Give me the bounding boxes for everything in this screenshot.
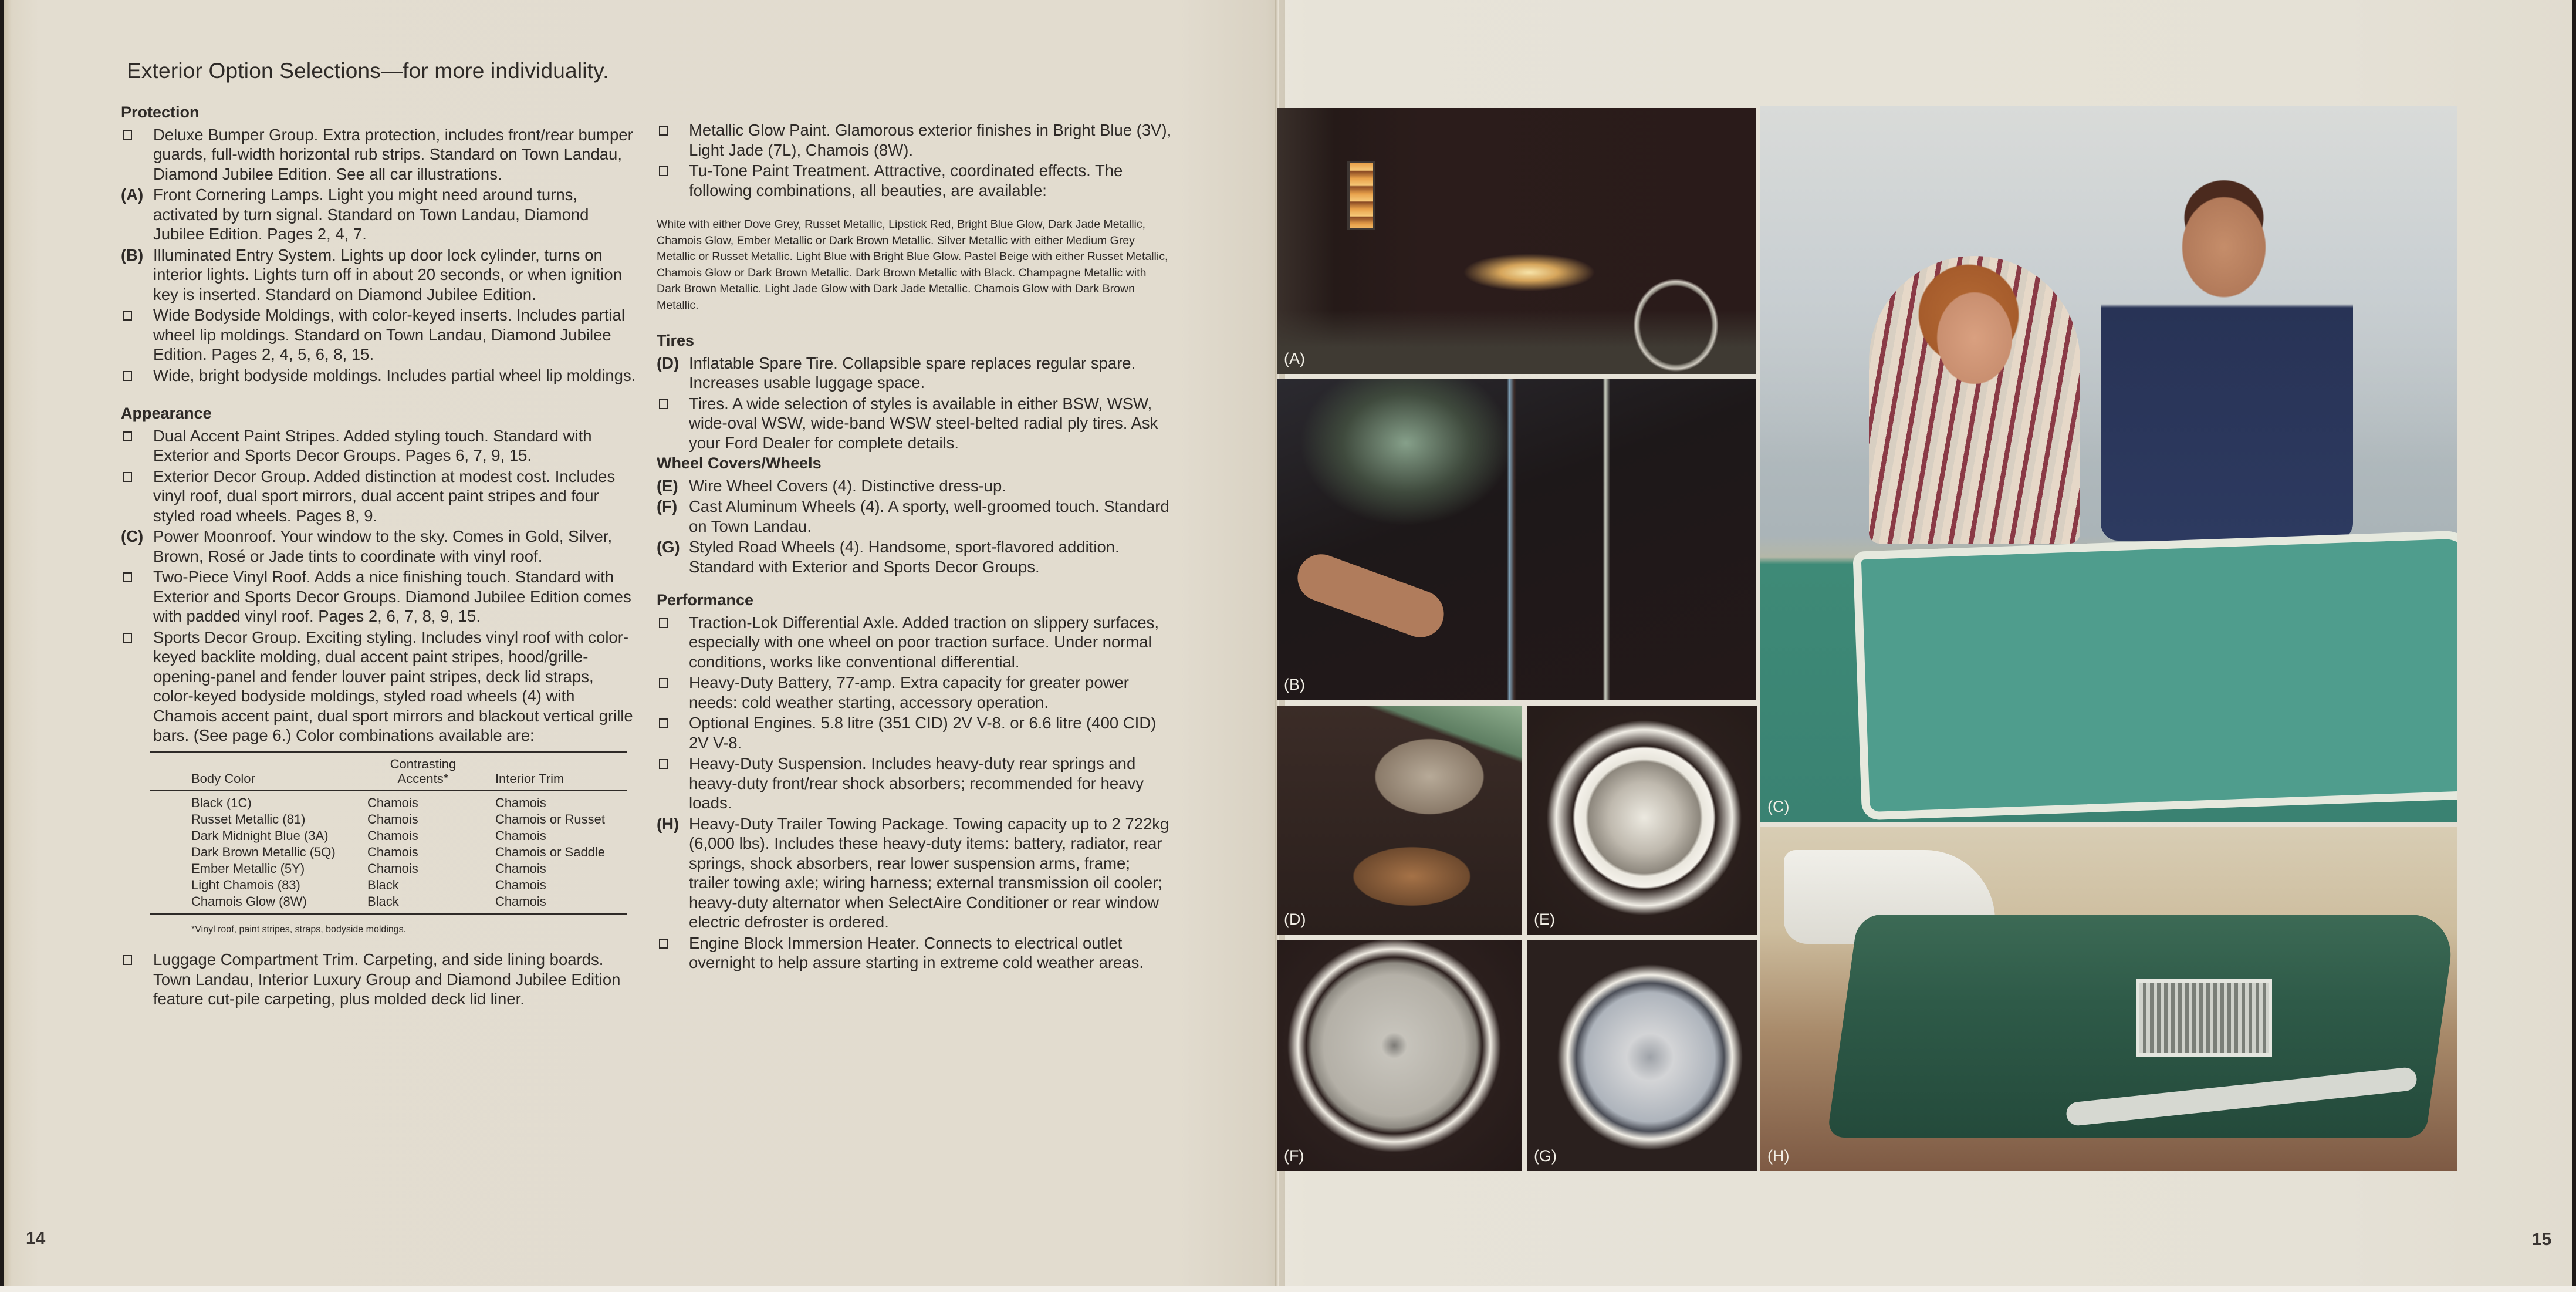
section-heading-performance: Performance <box>657 591 754 609</box>
checkbox-square-icon <box>123 633 132 643</box>
option-item <box>121 305 637 365</box>
checkbox-square-icon <box>123 130 132 140</box>
cell-interior-trim: Chamois <box>495 828 546 843</box>
option-item <box>121 567 637 626</box>
option-text: Cast Aluminum Wheels (4). A sporty, well-groomed touch. Standard on Town Landau. <box>689 497 1169 535</box>
luggage-item-container <box>121 950 637 1009</box>
option-item <box>121 527 637 566</box>
checkbox-square-icon <box>659 399 668 409</box>
tutone-combinations: White with either Dove Grey, Russet Metallic, Lipstick Red, Bright Blue Glow, Dark Jade Metallic, Chamois Glow, Ember Metallic or Dark Brown Metallic. Silver Metallic with either Medium Grey Metallic or Russet Metallic. Light Blue with Bright Blue Glow. Pastel Beige with either Russet Metallic, Chamois Glow or Dark Brown Metallic. Dark Brown Metallic with Black. Champagne Metallic with Dark Brown Metallic. Light Jade Glow with Dark Jade Metallic. Chamois Glow with Dark Brown Metallic. <box>657 218 1168 312</box>
column-header-accents <box>367 752 479 790</box>
photo-luggage-spare <box>1277 706 1522 935</box>
man-graphic <box>2101 177 2353 541</box>
checkbox-square-icon <box>123 431 132 441</box>
option-item <box>657 754 1173 813</box>
cell-accent: Chamois <box>367 811 418 827</box>
moonroof-graphic <box>1852 530 2457 821</box>
checkbox-icon <box>657 120 687 140</box>
option-item <box>121 467 637 526</box>
checkbox-icon <box>121 467 151 487</box>
photo-reference-marker: (F) <box>657 497 678 515</box>
photo-label: (D) <box>1284 910 1306 928</box>
cell-accent: Black <box>367 877 399 892</box>
option-text: Tu-Tone Paint Treatment. Attractive, coordinated effects. The following combinations, all beauties, are available: <box>689 161 1123 200</box>
option-item <box>657 120 1173 160</box>
option-text: Traction-Lok Differential Axle. Added traction on slippery surfaces, especially with one wheel on poor traction surface. Under normal conditions, works like conventional differential. <box>689 613 1159 671</box>
checkbox-icon <box>121 426 151 446</box>
section-heading-appearance: Appearance <box>121 404 212 422</box>
photo-reference-marker: (E) <box>657 476 678 495</box>
cell-interior-trim: Chamois <box>495 861 546 876</box>
option-text: Power Moonroof. Your window to the sky. Comes in Gold, Silver, Brown, Rosé or Jade tints to coordinate with vinyl roof. <box>153 527 613 565</box>
photo-reference-marker: (C) <box>121 527 144 545</box>
option-item <box>121 125 637 184</box>
option-text: Two-Piece Vinyl Roof. Adds a nice finishing touch. Standard with Exterior and Sports Decor Groups. Diamond Jubilee Edition comes with padded vinyl roof. Pages 2, 6, 7, 8, 9, 15. <box>153 568 631 625</box>
table-row <box>150 893 627 915</box>
page-bottom-edge <box>0 1286 2576 1292</box>
photo-reference-marker: (B) <box>121 245 144 264</box>
cell-accent: Black <box>367 893 399 909</box>
cell-accent: Chamois <box>367 795 418 810</box>
photo-cast-aluminum-wheel <box>1277 940 1522 1171</box>
option-text: Heavy-Duty Trailer Towing Package. Towing capacity up to 2 722kg (6,000 lbs). Includes these heavy-duty items: battery, radiator, rear springs, shock absorbers, rear lower suspension arms, frame; trailer towing axle; wiring harness; external transmission oil cooler; heavy-duty alternator when SelectAire Conditioner or rear window electric defroster is ordered. <box>689 814 1169 931</box>
option-text: Wire Wheel Covers (4). Distinctive dress-up. <box>689 476 1006 495</box>
option-text: Heavy-Duty Suspension. Includes heavy-duty rear springs and heavy-duty front/rear shock absorbers; recommended for heavy loads. <box>689 754 1144 812</box>
photo-label: (F) <box>1284 1147 1304 1165</box>
checkbox-square-icon <box>123 311 132 321</box>
checkbox-icon <box>657 161 687 181</box>
checkbox-square-icon <box>123 572 132 582</box>
option-item <box>657 394 1173 453</box>
option-text: Deluxe Bumper Group. Extra protection, includes front/rear bumper guards, full-width horizontal rub strips. Standard on Town Landau, Diamond Jubilee Edition. See all car illustrations. <box>153 125 633 183</box>
cell-body-color: Ember Metallic (5Y) <box>191 861 305 876</box>
color-combinations-table <box>150 751 627 915</box>
cell-interior-trim: Chamois <box>495 877 546 892</box>
table-row <box>150 844 627 861</box>
checkbox-icon <box>121 950 151 970</box>
column-header-accents-text: Contrasting Accents* <box>390 756 457 786</box>
section-heading-protection: Protection <box>121 103 200 121</box>
cell-accent: Chamois <box>367 828 418 843</box>
column-header-body-color: Body Color <box>191 771 255 786</box>
table-row <box>150 877 627 893</box>
option-text: Front Cornering Lamps. Light you might need around turns, activated by turn signal. Standard on Town Landau, Diamond Jubilee Edition. Pages 2, 4, 7. <box>153 185 589 243</box>
page-title: Exterior Option Selections—for more individuality. <box>127 59 609 83</box>
checkbox-icon <box>657 754 687 774</box>
option-item <box>657 537 1173 576</box>
option-text: Sports Decor Group. Exciting styling. Includes vinyl roof with color-keyed backlite molding, dual accent paint stripes, hood/grille-opening-panel and fender louver paint stripes, deck lid straps, color-keyed bodyside moldings, styled road wheels (4) with Chamois accent paint, dual sport mirrors and blackout vertical grille bars. (See page 6.) Color combinations available are: <box>153 628 633 744</box>
cell-interior-trim: Chamois <box>495 795 546 810</box>
option-item <box>657 161 1173 200</box>
photo-moonroof-couple <box>1760 106 2457 822</box>
checkbox-square-icon <box>659 678 668 688</box>
photo-wire-wheel <box>1527 706 1757 935</box>
woman-graphic <box>1869 256 2080 544</box>
paint-list <box>657 120 1173 200</box>
option-text: Metallic Glow Paint. Glamorous exterior finishes in Bright Blue (3V), Light Jade (7L), Chamois (8W). <box>689 121 1172 159</box>
left-page <box>0 0 1285 1286</box>
checkbox-icon <box>121 125 151 145</box>
option-item <box>657 613 1173 672</box>
cell-accent: Chamois <box>367 861 418 876</box>
checkbox-icon <box>121 305 151 325</box>
photo-reference-marker: (H) <box>657 814 680 833</box>
option-item <box>657 673 1173 712</box>
taillight-graphic <box>1347 161 1375 230</box>
photo-illuminated-entry <box>1277 379 1756 700</box>
option-item <box>121 950 637 1009</box>
cell-body-color: Dark Midnight Blue (3A) <box>191 828 329 843</box>
checkbox-square-icon <box>659 126 668 136</box>
option-item <box>121 628 637 745</box>
page-number-left: 14 <box>26 1229 46 1248</box>
table-footnote: *Vinyl roof, paint stripes, straps, bodyside moldings. <box>191 924 407 935</box>
option-text: Luggage Compartment Trim. Carpeting, and side lining boards. Town Landau, Interior Luxury Group and Diamond Jubilee Edition feature cut-pile carpeting, plus molded deck lid liner. <box>153 950 621 1008</box>
checkbox-square-icon <box>659 166 668 176</box>
option-item <box>121 426 637 465</box>
checkbox-icon <box>657 613 687 633</box>
protection-list <box>121 125 637 386</box>
option-text: Illuminated Entry System. Lights up door lock cylinder, turns on interior lights. Lights turn off in about 20 seconds, or when ignition key is inserted. Standard on Diamond Jubilee Edition. <box>153 245 623 303</box>
photo-reference-marker: (A) <box>121 185 144 204</box>
photo-reference-marker: (D) <box>657 353 680 372</box>
option-text: Styled Road Wheels (4). Handsome, sport-flavored addition. Standard with Exterior and Sports Decor Groups. <box>689 538 1120 576</box>
photo-cornering-lamp <box>1277 108 1756 374</box>
photo-label: (C) <box>1767 798 1790 815</box>
option-text: Wide, bright bodyside moldings. Includes partial wheel lip moldings. <box>153 366 636 384</box>
checkbox-square-icon <box>659 618 668 628</box>
photo-reference-marker: (G) <box>657 538 680 556</box>
photo-label: (G) <box>1534 1147 1557 1165</box>
tires-list <box>657 353 1173 453</box>
checkbox-square-icon <box>123 371 132 381</box>
option-text: Exterior Decor Group. Added distinction at modest cost. Includes vinyl roof, dual sport mirrors, dual accent paint stripes and four styled road wheels. Pages 8, 9. <box>153 467 616 525</box>
photo-styled-road-wheel <box>1527 940 1757 1171</box>
photo-label: (E) <box>1534 910 1555 928</box>
option-text: Tires. A wide selection of styles is available in either BSW, WSW, wide-oval WSW, wide-band WSW steel-belted radial ply tires. Ask your Ford Dealer for complete details. <box>689 394 1158 452</box>
cell-body-color: Chamois Glow (8W) <box>191 893 307 909</box>
checkbox-icon <box>657 394 687 414</box>
option-text: Inflatable Spare Tire. Collapsible spare replaces regular spare. Increases usable luggage space. <box>689 353 1136 392</box>
photo-label: (A) <box>1284 350 1305 367</box>
cell-interior-trim: Chamois <box>495 893 546 909</box>
hand-graphic <box>1291 548 1451 644</box>
performance-list <box>657 613 1173 973</box>
checkbox-square-icon <box>659 939 668 949</box>
cell-body-color: Black (1C) <box>191 795 252 810</box>
option-text: Heavy-Duty Battery, 77-amp. Extra capacity for greater power needs: cold weather starting, accessory operation. <box>689 673 1129 711</box>
column-header-interior-trim: Interior Trim <box>495 771 564 786</box>
option-text: Dual Accent Paint Stripes. Added styling touch. Standard with Exterior and Sports Decor Groups. Pages 6, 7, 9, 15. <box>153 426 592 464</box>
column-2 <box>657 120 1173 974</box>
option-text: Engine Block Immersion Heater. Connects to electrical outlet overnight to help assure starting in extreme cold weather areas. <box>689 933 1144 971</box>
checkbox-square-icon <box>123 955 132 965</box>
cell-interior-trim: Chamois or Saddle <box>495 844 606 859</box>
option-item <box>121 245 637 305</box>
option-item <box>657 814 1173 932</box>
page-number-right: 15 <box>2532 1230 2552 1249</box>
photo-label: (B) <box>1284 676 1305 693</box>
table-row <box>150 790 627 811</box>
cell-interior-trim: Chamois or Russet <box>495 811 606 827</box>
checkbox-icon <box>121 567 151 587</box>
cell-body-color: Russet Metallic (81) <box>191 811 306 827</box>
option-item <box>121 185 637 244</box>
option-text: Optional Engines. 5.8 litre (351 CID) 2V V-8. or 6.6 litre (400 CID) 2V V-8. <box>689 714 1157 752</box>
checkbox-square-icon <box>123 472 132 482</box>
appearance-list <box>121 426 637 745</box>
table-header-row <box>150 752 627 790</box>
wheels-list <box>657 476 1173 577</box>
option-item <box>121 366 637 386</box>
checkbox-icon <box>657 933 687 953</box>
section-heading-wheels: Wheel Covers/Wheels <box>657 454 822 472</box>
column-1 <box>121 103 637 1010</box>
section-heading-tires: Tires <box>657 332 695 349</box>
option-item <box>657 933 1173 973</box>
cell-body-color: Light Chamois (83) <box>191 877 300 892</box>
checkbox-square-icon <box>659 718 668 728</box>
option-text: Wide Bodyside Moldings, with color-keyed inserts. Includes partial wheel lip moldings. Standard on Town Landau, Diamond Jubilee Edition. Pages 2, 4, 5, 6, 8, 15. <box>153 306 625 363</box>
option-item <box>657 476 1173 496</box>
checkbox-icon <box>121 366 151 386</box>
checkbox-icon <box>121 628 151 647</box>
checkbox-icon <box>657 713 687 733</box>
photo-trailer-towing <box>1760 827 2457 1171</box>
table-row <box>150 811 627 828</box>
cell-body-color: Dark Brown Metallic (5Q) <box>191 844 336 859</box>
table-row <box>150 861 627 877</box>
checkbox-square-icon <box>659 759 668 769</box>
photo-label: (H) <box>1767 1147 1790 1165</box>
cell-accent: Chamois <box>367 844 418 859</box>
option-item <box>657 713 1173 753</box>
option-item <box>657 497 1173 536</box>
table-row <box>150 828 627 844</box>
checkbox-icon <box>657 673 687 693</box>
option-item <box>657 353 1173 393</box>
grille-graphic <box>2136 979 2272 1057</box>
